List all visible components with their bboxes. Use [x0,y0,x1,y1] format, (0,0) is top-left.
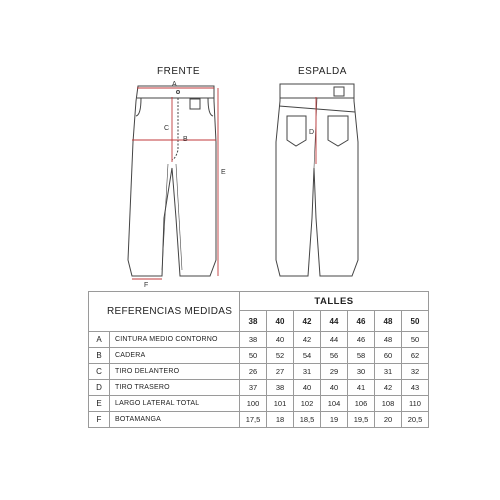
row-value: 56 [321,348,348,364]
row-label: TIRO DELANTERO [110,364,240,380]
row-value: 44 [321,332,348,348]
row-value: 18,5 [294,412,321,428]
row-value: 43 [402,380,429,396]
row-letter: E [89,396,110,412]
sizes-header: TALLES [240,292,429,311]
row-value: 19 [321,412,348,428]
table-row [89,380,429,396]
size-header-cell: 44 [321,311,348,332]
row-value: 40 [321,380,348,396]
measure-b-label: B [183,136,188,143]
row-value: 40 [294,380,321,396]
row-value: 20,5 [402,412,429,428]
row-label: BOTAMANGA [110,412,240,428]
size-header-cell: 40 [267,311,294,332]
row-value: 17,5 [240,412,267,428]
row-value: 54 [294,348,321,364]
measure-d-label: D [309,129,315,136]
row-letter: D [89,380,110,396]
measure-c-label: C [164,125,170,132]
front-right-pocket [208,98,213,116]
row-value: 19,5 [348,412,375,428]
size-header-cell: 46 [348,311,375,332]
row-value: 40 [267,332,294,348]
row-value: 18 [267,412,294,428]
row-value: 48 [375,332,402,348]
row-value: 31 [294,364,321,380]
row-value: 29 [321,364,348,380]
row-value: 108 [375,396,402,412]
row-value: 38 [267,380,294,396]
row-letter: F [89,412,110,428]
table-row [89,396,429,412]
front-left-pocket [136,98,141,116]
row-value: 30 [348,364,375,380]
size-chart-table [88,291,429,428]
table-row [89,332,429,348]
table-row [89,412,429,428]
back-label-patch [334,87,344,96]
size-header-cell: 50 [402,311,429,332]
row-letter: C [89,364,110,380]
back-left-pocket [287,116,306,146]
row-value: 58 [348,348,375,364]
front-inseam-right [176,164,182,270]
row-value: 32 [402,364,429,380]
front-button [177,91,180,94]
row-value: 62 [402,348,429,364]
row-value: 101 [267,396,294,412]
row-value: 31 [375,364,402,380]
row-letter: A [89,332,110,348]
row-value: 50 [240,348,267,364]
measure-e-label: E [221,169,226,176]
row-value: 102 [294,396,321,412]
back-yoke [279,106,355,112]
row-value: 50 [402,332,429,348]
row-value: 110 [402,396,429,412]
row-label: LARGO LATERAL TOTAL [110,396,240,412]
row-value: 38 [240,332,267,348]
front-inseam-left [162,164,168,270]
front-measure-lines [132,88,218,279]
row-value: 42 [375,380,402,396]
size-header-cell: 42 [294,311,321,332]
table-header-row [89,292,429,311]
measure-a-label: A [172,81,177,88]
row-label: TIRO TRASERO [110,380,240,396]
row-value: 104 [321,396,348,412]
row-value: 52 [267,348,294,364]
table-row [89,364,429,380]
back-pants-outline [276,84,358,276]
back-pants-drawing [276,84,358,276]
row-value: 42 [294,332,321,348]
back-right-pocket [328,116,348,146]
row-value: 41 [348,380,375,396]
front-coin-pocket [190,99,200,109]
row-value: 20 [375,412,402,428]
row-value: 60 [375,348,402,364]
row-value: 106 [348,396,375,412]
row-value: 26 [240,364,267,380]
row-letter: B [89,348,110,364]
measure-f-label: F [144,282,149,289]
row-label: CINTURA MEDIO CONTORNO [110,332,240,348]
row-value: 46 [348,332,375,348]
row-value: 37 [240,380,267,396]
row-value: 27 [267,364,294,380]
front-view-title: FRENTE [157,66,200,77]
size-header-cell: 38 [240,311,267,332]
row-label: CADERA [110,348,240,364]
row-value: 100 [240,396,267,412]
front-fly-stitch [172,98,178,160]
back-view-title: ESPALDA [298,66,347,77]
ref-header: REFERENCIAS MEDIDAS [89,292,240,332]
size-header-cell: 48 [375,311,402,332]
table-row [89,348,429,364]
